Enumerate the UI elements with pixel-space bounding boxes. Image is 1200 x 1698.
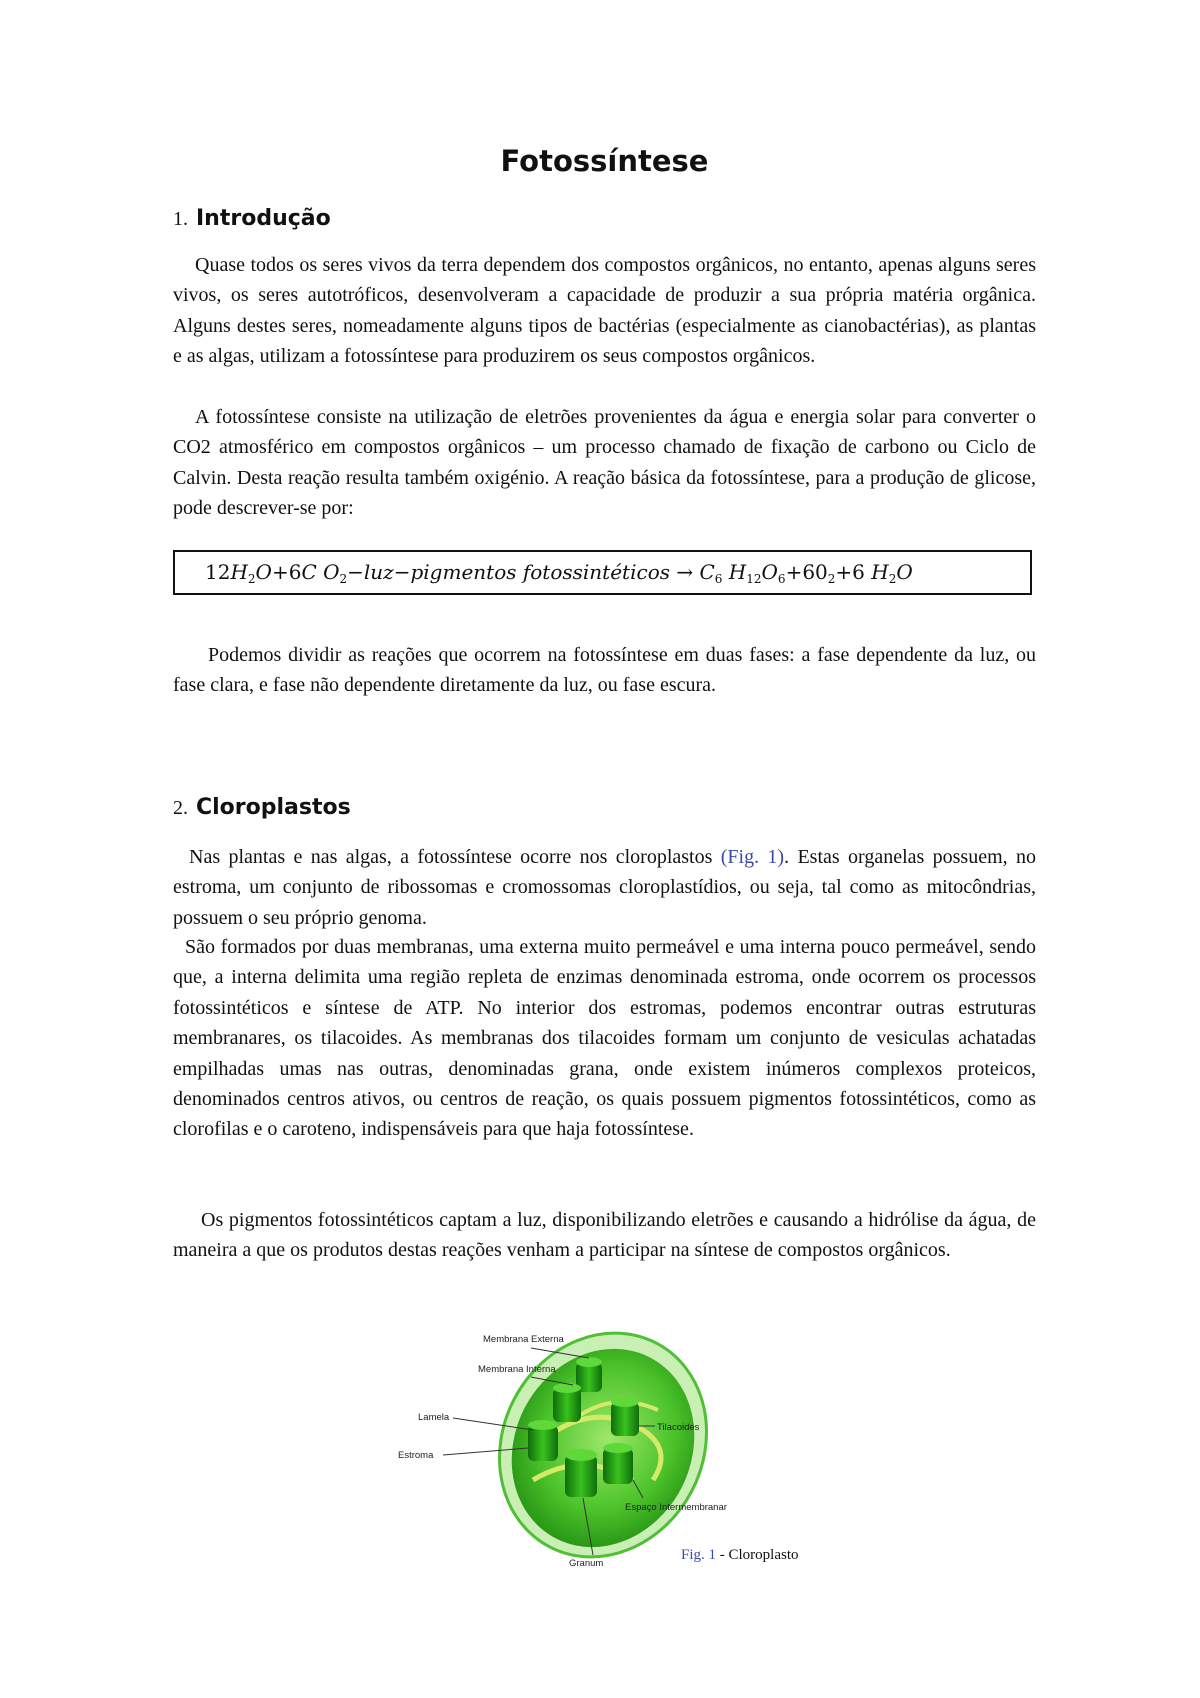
section-number: 2. [173,797,188,819]
thylakoid-stack [528,1420,558,1461]
label-lamela: Lamela [418,1412,450,1423]
label-tilacoides: Tilacoides [657,1422,700,1433]
cloroplastos-paragraph-2: São formados por duas membranas, uma externa muito permeável e uma interna pouco permeável, sendo que, a interna delimita uma região repleta de enzimas denominada estroma, onde ocorrem os processos fotossintéticos e síntese de ATP. No interior dos estromas, podemos encontrar outras estruturas membranares, os tilacoides. As membranas dos tilacoides formam um conjunto de vesiculas achatadas empilhadas umas nas outras, denominadas grana, onde existem inúmeros complexos proteicos, denominados centros ativos, ou centros de reação, os quais possuem pigmentos fotossintéticos, como as clorofilas e o caroteno, indispensáveis para que haja fotossíntese. [173,936,1036,1141]
granum-shape [565,1449,597,1497]
label-membrana-externa: Membrana Externa [483,1334,564,1345]
figure-number: Fig. 1 [681,1547,717,1563]
label-membrana-interna: Membrana Interna [478,1364,556,1375]
cloroplastos-paragraph-1: Nas plantas e nas algas, a fotossíntese ocorre nos cloroplastos (Fig. 1). Estas organelas possuem, no estroma, um conjunto de ribossomas e cromossomas cloroplastídios, ou seja, tal como as mitocôndrias, possuem o seu próprio genoma. [173,846,1036,929]
thylakoid-stack [611,1397,639,1436]
section-number: 1. [173,208,188,230]
section-title: Cloroplastos [196,795,351,820]
section-heading-introducao [173,203,331,234]
section-heading-cloroplastos [173,792,351,823]
section-title: Introdução [196,206,331,231]
intro-paragraph-3: Podemos dividir as reações que ocorrem na fotossíntese em duas fases: a fase dependente da luz, ou fase clara, e fase não dependente diretamente da luz, ou fase escura. [173,644,1036,697]
label-estroma: Estroma [398,1450,434,1461]
figure-caption: Fig. 1 - Cloroplasto [681,1547,799,1563]
label-espaco-intermembranar: Espaço Intermembranar [625,1502,727,1513]
thylakoid-stack [603,1443,633,1484]
photosynthesis-equation: $12H_2O+6C$ $O_2-luz-pigmentos$ fotossintéticos → $C_6$ $H_{12}O_6+60_2+6$ $H_2O$ [173,550,1032,595]
page-title: Fotossíntese [500,144,709,178]
cloroplastos-paragraph-3: Os pigmentos fotossintéticos captam a luz, disponibilizando eletrões e causando a hidrólise da água, de maneira a que os produtos destas reações venham a participar na síntese de compostos orgânicos. [173,1209,1036,1262]
intro-paragraph-2: A fotossíntese consiste na utilização de eletrões provenientes da água e energia solar para converter o CO2 atmosférico em compostos orgânicos – um processo chamado de fixação de carbono ou Ciclo de Calvin. Desta reação resulta também oxigénio. A reação básica da fotossíntese, para a produção de glicose, pode descrever-se por: [173,406,1036,520]
thylakoid-stack [553,1383,581,1422]
figure-reference-link[interactable]: (Fig. 1) [720,846,785,868]
intro-paragraph-1: Quase todos os seres vivos da terra dependem dos compostos orgânicos, no entanto, apenas alguns seres vivos, os seres autotróficos, desenvolveram a capacidade de produzir a sua própria matéria orgânica. Alguns destes seres, nomeadamente alguns tipos de bactérias (especialmente as cianobactérias), as plantas e as algas, utilizam a fotossíntese para produzirem os seus compostos orgânicos. [173,254,1036,368]
label-granum: Granum [569,1558,604,1569]
